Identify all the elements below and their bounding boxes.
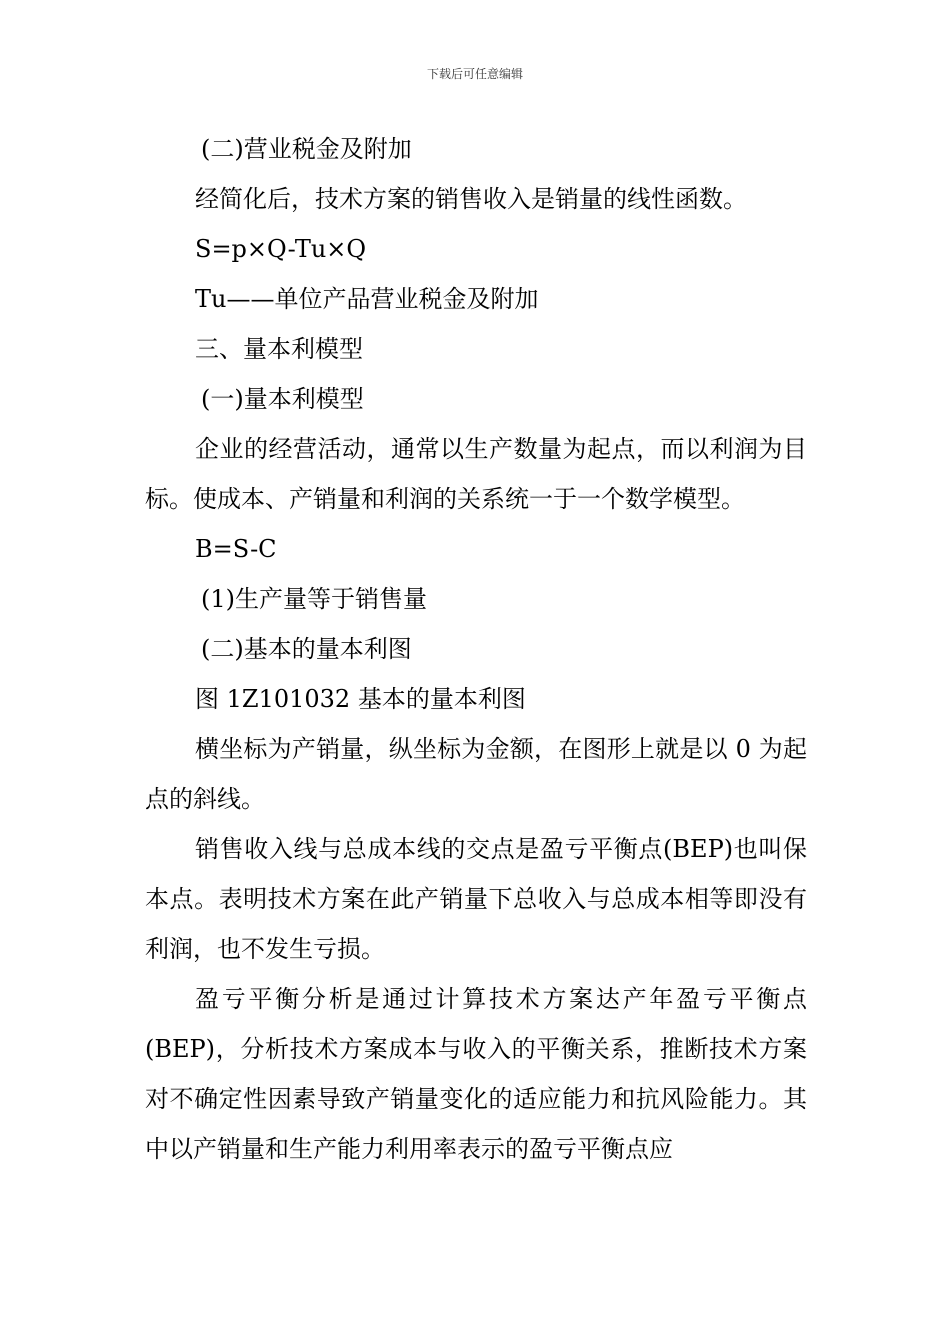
definition-tu: Tu——单位产品营业税金及附加 (195, 285, 539, 313)
assumption-production-equals-sales: (1)生产量等于销售量 (201, 585, 427, 613)
formula-profit: B=S-C (195, 535, 277, 563)
paragraph-sales-revenue-linear: 经简化后，技术方案的销售收入是销量的线性函数。 (195, 185, 747, 213)
heading-cvp-model: 三、量本利模型 (195, 335, 363, 363)
figure-caption: 图 1Z101032 基本的量本利图 (195, 685, 526, 713)
document-body (145, 124, 807, 1174)
paragraph-business-activity: 企业的经营活动，通常以生产数量为起点，而以利润为目标。使成本、产销量和利润的关系统一于一个数学模型。 (145, 435, 807, 513)
subheading-business-tax: (二)营业税金及附加 (201, 135, 412, 163)
subheading-cvp-model: (一)量本利模型 (201, 385, 364, 413)
subheading-basic-cvp-chart: (二)基本的量本利图 (201, 635, 412, 663)
formula-sales-revenue: S=p×Q-Tu×Q (195, 235, 367, 263)
paragraph-break-even-analysis: 盈亏平衡分析是通过计算技术方案达产年盈亏平衡点(BEP)，分析技术方案成本与收入的平衡关系，推断技术方案对不确定性因素导致产销量变化的适应能力和抗风险能力。其中以产销量和生产能力利用率表示的盈亏平衡点应 (145, 985, 807, 1163)
page-header: 下载后可任意编辑 (426, 67, 523, 81)
paragraph-axes-description: 横坐标为产销量，纵坐标为金额，在图形上就是以 0 为起点的斜线。 (145, 735, 807, 813)
paragraph-break-even-point: 销售收入线与总成本线的交点是盈亏平衡点(BEP)也叫保本点。表明技术方案在此产销量下总收入与总成本相等即没有利润，也不发生亏损。 (145, 835, 807, 963)
